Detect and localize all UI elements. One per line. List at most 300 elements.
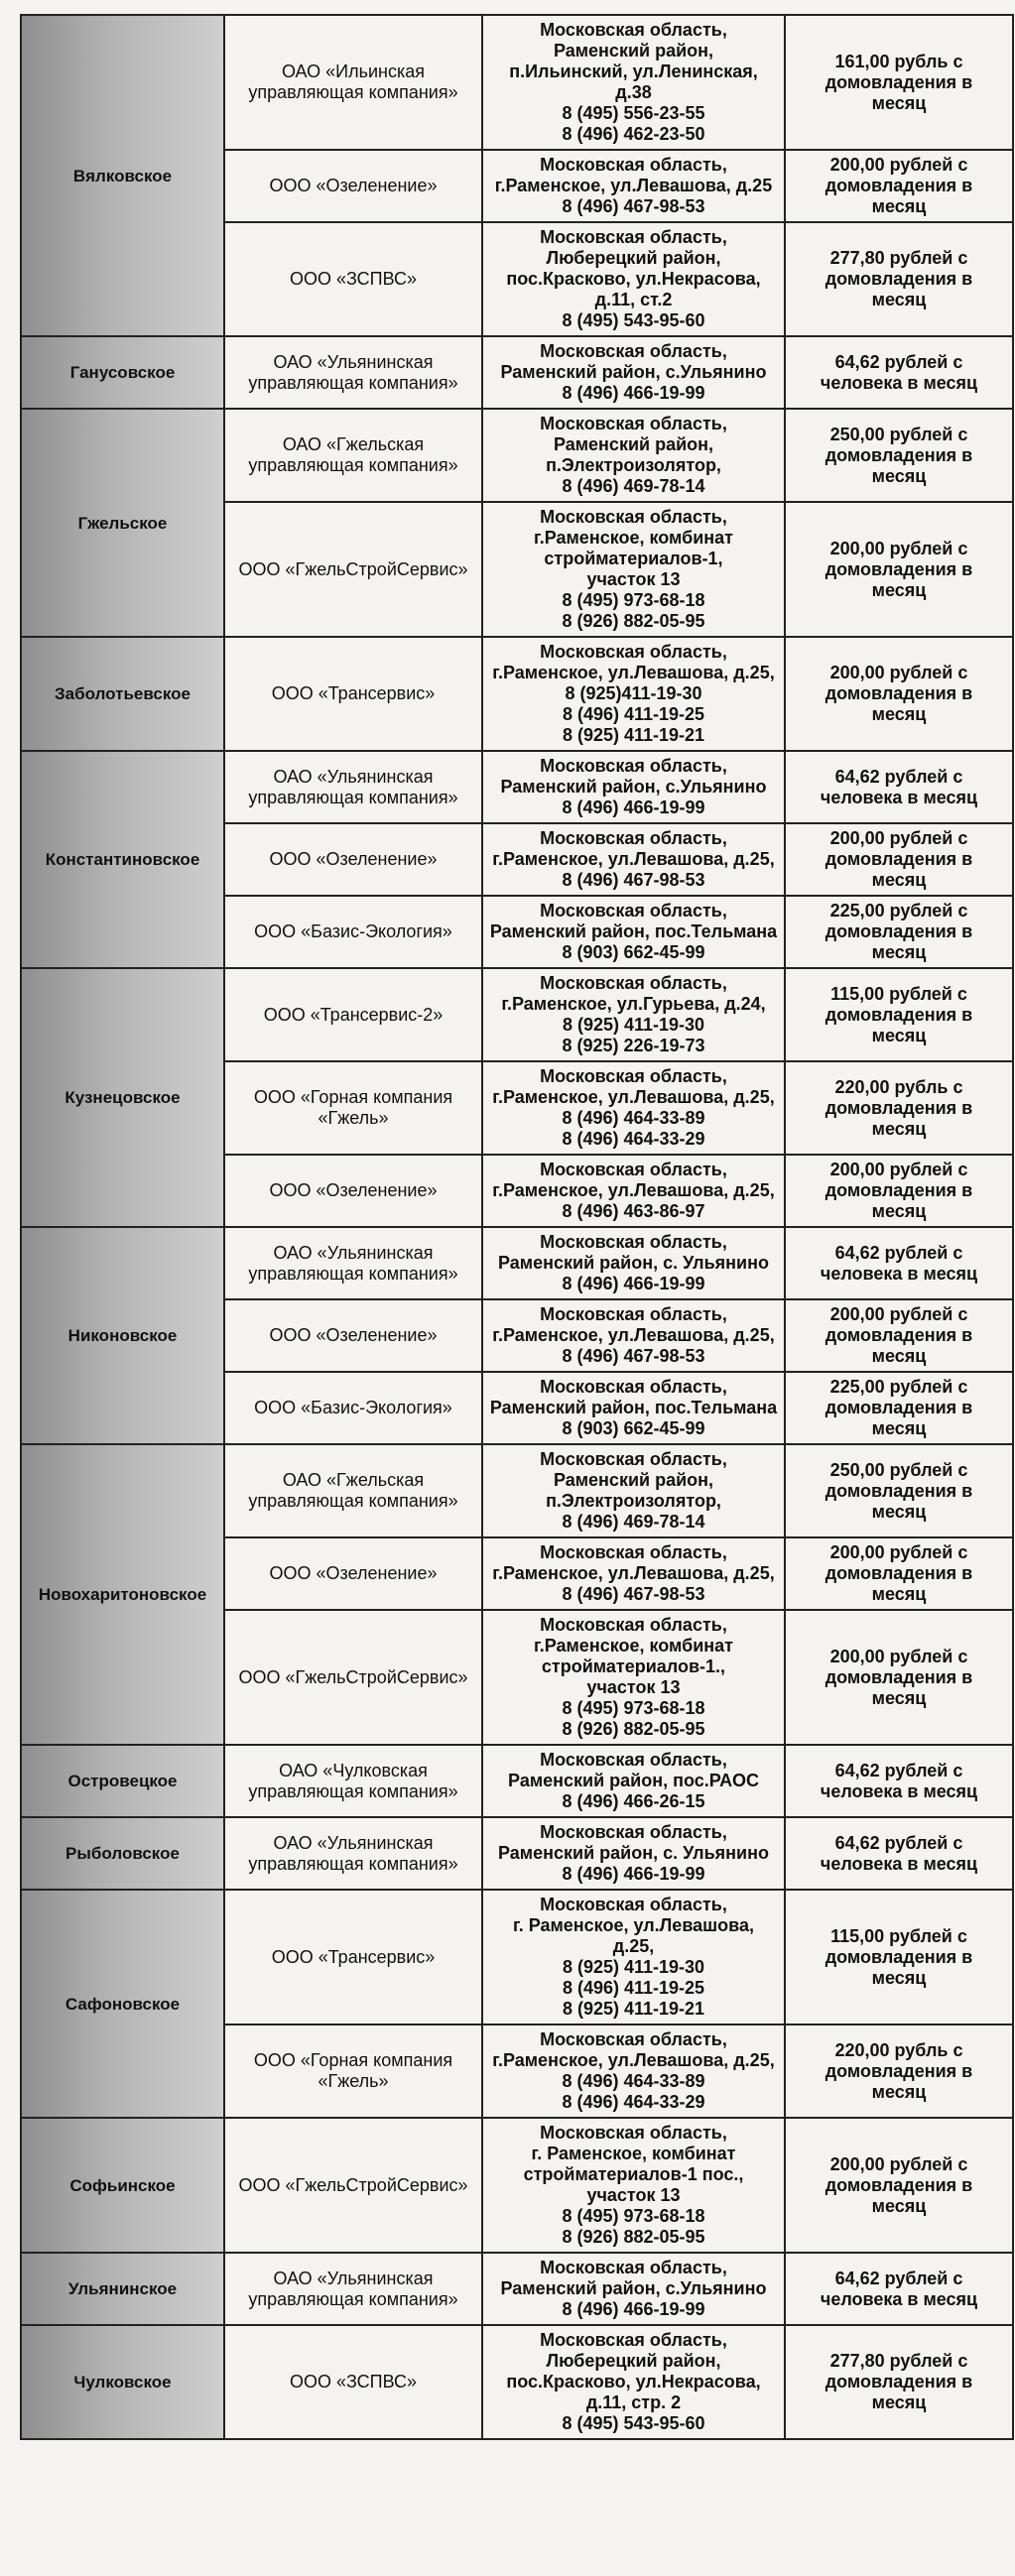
- tariff-line: домовладения в: [825, 1563, 973, 1583]
- address-line: п.Электроизолятор,: [546, 455, 721, 475]
- tariff-cell: [785, 15, 1013, 150]
- address-cell: [482, 1155, 785, 1227]
- organization-cell: [224, 2118, 482, 2253]
- tariff-cell: [785, 336, 1013, 409]
- address-cell: [482, 2024, 785, 2118]
- address-line: 8 (925) 411-19-21: [562, 725, 705, 745]
- tariff-line: месяц: [871, 1584, 927, 1604]
- organization-line: ООО «ГжельСтройСервис»: [238, 1666, 468, 1687]
- tariff-line: человека в месяц: [820, 1780, 978, 1801]
- address-cell: [482, 896, 785, 968]
- address-cell: [482, 1817, 785, 1890]
- tariff-line: человека в месяц: [820, 1263, 978, 1284]
- organization-line: «Гжель»: [317, 1108, 389, 1128]
- tariff-line: 220,00 рубль с: [834, 2039, 963, 2060]
- address-line: г. Раменское, ул.Левашова,: [513, 1915, 754, 1935]
- organization-line: ООО «Трансервис-2»: [263, 1004, 444, 1025]
- address-line: 8 (496) 466-19-99: [562, 1274, 705, 1293]
- table-row: [21, 1817, 1013, 1890]
- organization-cell: [224, 1227, 482, 1299]
- address-line: г.Раменское, ул.Левашова, д.25,: [492, 1180, 775, 1200]
- tariff-line: 200,00 рублей с: [829, 2153, 968, 2174]
- address-line: 8 (496) 464-33-29: [562, 2092, 705, 2112]
- tariff-line: 200,00 рублей с: [829, 663, 968, 682]
- address-cell: [482, 1890, 785, 2024]
- address-line: п.Ильинский, ул.Ленинская,: [509, 61, 758, 81]
- address-line: г.Раменское, ул.Левашова, д.25: [494, 176, 773, 195]
- address-line: Раменский район, пос.Тельмана: [489, 1398, 778, 1417]
- organization-line: управляющая компания»: [248, 455, 458, 475]
- address-line: г.Раменское, ул.Левашова, д.25,: [492, 1563, 775, 1583]
- table-row: [21, 15, 1013, 150]
- tariff-line: месяц: [871, 870, 927, 890]
- tariff-line: домовладения в: [825, 1097, 973, 1118]
- address-line: 8 (496) 466-19-99: [562, 383, 705, 403]
- address-line: Раменский район, с.Ульянино: [500, 2278, 767, 2298]
- tariff-cell: [785, 1745, 1013, 1817]
- organization-line: ООО «Базис-Экология»: [254, 1398, 452, 1417]
- table-row: [21, 1444, 1013, 1537]
- address-line: г.Раменское, ул.Гурьева, д.24,: [501, 994, 766, 1014]
- organization-cell: [224, 1890, 482, 2024]
- address-cell: [482, 1372, 785, 1444]
- tariff-line: месяц: [871, 1346, 927, 1366]
- address-line: 8 (496) 466-19-99: [562, 1864, 705, 1884]
- tariff-line: домовладения в: [825, 71, 973, 92]
- tariff-line: месяц: [871, 1501, 927, 1522]
- tariff-line: 64,62 рублей с: [834, 1760, 963, 1780]
- settlement-name: Рыболовское: [21, 1817, 224, 1890]
- address-line: Московская область,: [540, 414, 727, 433]
- organization-line: ООО «ЗСПВС»: [289, 2372, 418, 2392]
- address-line: Московская область,: [540, 1232, 727, 1252]
- tariff-line: 200,00 рублей с: [829, 155, 968, 175]
- tariff-cell: [785, 1537, 1013, 1610]
- tariff-line: домовладения в: [825, 269, 973, 289]
- address-cell: [482, 150, 785, 222]
- address-line: 8 (495) 973-68-18: [562, 590, 705, 610]
- organization-line: ОАО «Ульянинская: [273, 1242, 434, 1263]
- organization-cell: [224, 336, 482, 409]
- tariff-line: 115,00 рублей с: [830, 983, 967, 1004]
- address-cell: [482, 637, 785, 751]
- organization-line: ООО «Озеленение»: [269, 176, 438, 195]
- tariff-line: 250,00 рублей с: [829, 1459, 968, 1480]
- tariff-line: месяц: [871, 1687, 927, 1708]
- organization-line: управляющая компания»: [248, 1853, 458, 1874]
- address-line: участок 13: [586, 1677, 681, 1697]
- tariff-line: домовладения в: [825, 176, 973, 195]
- address-line: г.Раменское, ул.Левашова, д.25,: [492, 2050, 775, 2070]
- tariff-line: домовладения в: [825, 1480, 973, 1501]
- organization-line: ООО «Озеленение»: [269, 849, 438, 869]
- address-cell: [482, 336, 785, 409]
- address-line: 8 (495) 556-23-55: [562, 103, 705, 123]
- table-row: [21, 2253, 1013, 2325]
- tariff-line: месяц: [871, 942, 927, 962]
- tariff-cell: [785, 637, 1013, 751]
- organization-line: ООО «Горная компания: [253, 1087, 453, 1107]
- address-line: г.Раменское, ул.Левашова, д.25,: [492, 663, 775, 682]
- tariff-line: домовладения в: [825, 1180, 973, 1200]
- address-line: 8 (925) 411-19-30: [562, 1957, 705, 1977]
- tariff-line: 225,00 рублей с: [829, 1377, 968, 1397]
- tariff-line: домовладения в: [825, 849, 973, 869]
- address-line: Московская область,: [540, 1066, 727, 1086]
- tariff-line: месяц: [871, 196, 927, 216]
- tariff-line: домовладения в: [825, 1398, 973, 1417]
- address-line: Московская область,: [540, 1377, 727, 1397]
- organization-line: ОАО «Гжельская: [282, 1470, 425, 1490]
- tariff-line: месяц: [871, 1201, 927, 1221]
- tariff-line: месяц: [871, 2081, 927, 2102]
- tariff-line: 64,62 рублей с: [834, 766, 963, 787]
- address-line: г. Раменское, комбинат: [531, 2144, 736, 2163]
- tariff-cell: [785, 1372, 1013, 1444]
- address-line: 8 (496) 411-19-25: [562, 704, 705, 724]
- settlement-name: Заболотьевское: [21, 637, 224, 751]
- organization-line: ОАО «Ульянинская: [273, 2268, 434, 2288]
- tariff-line: человека в месяц: [820, 787, 978, 807]
- tariff-cell: [785, 1610, 1013, 1745]
- address-line: 8 (496) 467-98-53: [562, 870, 705, 890]
- tariff-line: 64,62 рублей с: [834, 351, 963, 372]
- address-cell: [482, 409, 785, 502]
- address-cell: [482, 502, 785, 637]
- organization-line: управляющая компания»: [248, 1491, 458, 1511]
- organization-line: управляющая компания»: [248, 1263, 458, 1284]
- tariff-line: месяц: [871, 579, 927, 600]
- tariff-line: 200,00 рублей с: [829, 828, 968, 848]
- address-line: 8 (496) 467-98-53: [562, 1346, 705, 1366]
- organization-cell: [224, 2024, 482, 2118]
- tariff-line: 115,00 рублей с: [830, 1925, 967, 1946]
- organization-line: ОАО «Чулковская: [279, 1760, 428, 1780]
- settlement-name: Вялковское: [21, 15, 224, 336]
- settlement-name: Софьинское: [21, 2118, 224, 2253]
- table-row: [21, 637, 1013, 751]
- organization-cell: [224, 1745, 482, 1817]
- address-line: 8 (925) 411-19-21: [562, 1999, 705, 2019]
- tariff-cell: [785, 968, 1013, 1061]
- tariff-line: человека в месяц: [820, 2288, 978, 2309]
- address-line: 8 (925)411-19-30: [565, 683, 702, 703]
- organization-line: ООО «Горная компания: [253, 2050, 453, 2070]
- organization-line: управляющая компания»: [248, 372, 458, 393]
- tariff-cell: [785, 1890, 1013, 2024]
- tariff-line: 277,80 рублей с: [829, 248, 968, 268]
- address-line: Московская область,: [540, 2029, 727, 2049]
- address-cell: [482, 2253, 785, 2325]
- address-line: Люберецкий район,: [546, 248, 721, 268]
- address-line: д.11, стр. 2: [585, 2392, 682, 2412]
- settlement-name: Ульянинское: [21, 2253, 224, 2325]
- tariff-line: домовладения в: [825, 1325, 973, 1345]
- tariff-cell: [785, 1227, 1013, 1299]
- organization-cell: [224, 1155, 482, 1227]
- address-line: Московская область,: [540, 155, 727, 175]
- address-line: 8 (496) 464-33-29: [562, 1129, 705, 1149]
- address-line: 8 (903) 662-45-99: [562, 1418, 705, 1438]
- address-cell: [482, 823, 785, 896]
- waste-removal-table: [20, 14, 1014, 2440]
- organization-line: ООО «ГжельСтройСервис»: [238, 2174, 468, 2195]
- tariff-line: 200,00 рублей с: [829, 1304, 968, 1324]
- tariff-line: домовладения в: [825, 1004, 973, 1025]
- table-row: [21, 2118, 1013, 2253]
- settlement-name: Ганусовское: [21, 336, 224, 409]
- tariff-line: 64,62 рублей с: [834, 2268, 963, 2288]
- address-line: п.Электроизолятор,: [546, 1491, 721, 1511]
- address-line: 8 (926) 882-05-95: [562, 1719, 705, 1739]
- tariff-line: домовладения в: [825, 921, 973, 941]
- tariff-line: месяц: [871, 92, 927, 113]
- tariff-line: 250,00 рублей с: [829, 424, 968, 444]
- organization-line: управляющая компания»: [248, 2288, 458, 2309]
- address-line: Московская область,: [540, 341, 727, 361]
- address-line: Раменский район, с.Ульянино: [500, 362, 767, 382]
- organization-line: ОАО «Гжельская: [282, 434, 425, 454]
- settlement-name: Чулковское: [21, 2325, 224, 2439]
- tariff-line: 220,00 рубль с: [834, 1076, 963, 1097]
- address-cell: [482, 1227, 785, 1299]
- organization-line: ООО «ЗСПВС»: [289, 269, 418, 289]
- address-line: 8 (903) 662-45-99: [562, 942, 705, 962]
- address-line: 8 (496) 469-78-14: [562, 1512, 705, 1532]
- organization-line: «Гжель»: [317, 2071, 389, 2091]
- table-row: [21, 751, 1013, 823]
- tariff-line: домовладения в: [825, 2060, 973, 2081]
- organization-cell: [224, 1299, 482, 1372]
- address-cell: [482, 1299, 785, 1372]
- organization-cell: [224, 15, 482, 150]
- organization-cell: [224, 1610, 482, 1745]
- address-line: пос.Красково, ул.Некрасова,: [506, 269, 761, 289]
- tariff-cell: [785, 2024, 1013, 2118]
- address-line: Московская область,: [540, 1615, 727, 1635]
- tariff-line: 200,00 рублей с: [829, 1646, 968, 1666]
- tariff-line: 161,00 рубль с: [834, 51, 963, 71]
- tariff-line: месяц: [871, 465, 927, 486]
- table-row: [21, 1745, 1013, 1817]
- organization-cell: [224, 1537, 482, 1610]
- tariff-line: месяц: [871, 704, 927, 724]
- address-line: 8 (496) 466-26-15: [562, 1791, 705, 1811]
- tariff-line: домовладения в: [825, 444, 973, 465]
- address-cell: [482, 968, 785, 1061]
- address-line: Московская область,: [540, 1542, 727, 1562]
- organization-cell: [224, 823, 482, 896]
- address-line: стройматериалов-1,: [544, 549, 723, 568]
- tariff-cell: [785, 2253, 1013, 2325]
- address-line: 8 (496) 464-33-89: [562, 1108, 705, 1128]
- address-line: Московская область,: [540, 901, 727, 920]
- address-line: д.25,: [612, 1936, 655, 1956]
- address-cell: [482, 1745, 785, 1817]
- organization-line: ООО «ГжельСтройСервис»: [238, 558, 468, 579]
- tariff-line: месяц: [871, 1967, 927, 1988]
- tariff-line: домовладения в: [825, 558, 973, 579]
- address-line: г.Раменское, комбинат: [534, 1636, 733, 1656]
- address-cell: [482, 751, 785, 823]
- settlement-name: Никоновское: [21, 1227, 224, 1444]
- address-cell: [482, 1610, 785, 1745]
- tariff-cell: [785, 1299, 1013, 1372]
- table-row: [21, 336, 1013, 409]
- organization-cell: [224, 502, 482, 637]
- tariff-line: 64,62 рублей с: [834, 1832, 963, 1853]
- address-line: Раменский район,: [553, 434, 714, 454]
- address-cell: [482, 2325, 785, 2439]
- tariff-cell: [785, 1155, 1013, 1227]
- table-row: [21, 1890, 1013, 2024]
- address-line: 8 (496) 411-19-25: [562, 1978, 705, 1998]
- address-line: Московская область,: [540, 642, 727, 662]
- tariff-line: 200,00 рублей с: [829, 538, 968, 558]
- address-line: стройматериалов-1 пос.,: [523, 2164, 744, 2184]
- tariff-cell: [785, 1444, 1013, 1537]
- address-line: д.11, ст.2: [594, 290, 673, 309]
- tariff-line: 225,00 рублей с: [829, 901, 968, 920]
- organization-line: ОАО «Ильинская: [281, 61, 426, 81]
- organization-cell: [224, 1372, 482, 1444]
- address-line: Раменский район, с. Ульянино: [498, 1253, 769, 1273]
- settlement-name: Островецкое: [21, 1745, 224, 1817]
- organization-cell: [224, 751, 482, 823]
- address-line: 8 (495) 973-68-18: [562, 2206, 705, 2226]
- address-line: Раменский район,: [553, 1470, 714, 1490]
- organization-cell: [224, 2253, 482, 2325]
- address-line: 8 (495) 543-95-60: [562, 2413, 705, 2433]
- address-line: г.Раменское, ул.Левашова, д.25,: [492, 849, 775, 869]
- organization-line: ОАО «Ульянинская: [273, 351, 434, 372]
- address-line: участок 13: [586, 569, 681, 589]
- tariff-line: 200,00 рублей с: [829, 1160, 968, 1179]
- organization-line: ООО «Озеленение»: [269, 1325, 438, 1345]
- tariff-line: 277,80 рублей с: [829, 2351, 968, 2371]
- address-line: Раменский район, с. Ульянино: [498, 1843, 769, 1863]
- organization-line: ООО «Озеленение»: [269, 1563, 438, 1583]
- organization-cell: [224, 1817, 482, 1890]
- address-line: Московская область,: [540, 1822, 727, 1842]
- tariff-line: месяц: [871, 1118, 927, 1139]
- settlement-name: Новохаритоновское: [21, 1444, 224, 1745]
- tariff-line: месяц: [871, 1025, 927, 1045]
- address-line: 8 (495) 543-95-60: [562, 310, 705, 330]
- address-line: г.Раменское, комбинат: [534, 528, 733, 548]
- organization-line: ООО «Трансервис»: [271, 1946, 436, 1967]
- tariff-line: домовладения в: [825, 2372, 973, 2392]
- tariff-cell: [785, 2118, 1013, 2253]
- settlement-name: Константиновское: [21, 751, 224, 968]
- organization-line: ООО «Трансервис»: [271, 683, 436, 703]
- tariff-line: месяц: [871, 2392, 927, 2412]
- address-line: 8 (496) 467-98-53: [562, 196, 705, 216]
- address-line: участок 13: [586, 2185, 681, 2205]
- table-row: [21, 968, 1013, 1061]
- address-line: Московская область,: [540, 1895, 727, 1914]
- tariff-line: месяц: [871, 2195, 927, 2216]
- address-line: Раменский район, пос.РАОС: [508, 1771, 759, 1790]
- address-line: Московская область,: [540, 2330, 727, 2350]
- address-line: Московская область,: [540, 1304, 727, 1324]
- tariff-cell: [785, 1817, 1013, 1890]
- address-line: 8 (496) 464-33-89: [562, 2071, 705, 2091]
- address-line: 8 (925) 226-19-73: [562, 1036, 705, 1055]
- tariff-line: человека в месяц: [820, 1853, 978, 1874]
- tariff-cell: [785, 502, 1013, 637]
- tariff-line: домовладения в: [825, 1666, 973, 1687]
- address-line: г.Раменское, ул.Левашова, д.25,: [492, 1325, 775, 1345]
- address-line: 8 (926) 882-05-95: [562, 2227, 705, 2247]
- address-line: 8 (496) 467-98-53: [562, 1584, 705, 1604]
- address-line: 8 (496) 462-23-50: [562, 124, 705, 144]
- address-line: 8 (496) 466-19-99: [562, 797, 705, 817]
- tariff-cell: [785, 409, 1013, 502]
- address-line: 8 (926) 882-05-95: [562, 611, 705, 631]
- organization-cell: [224, 1061, 482, 1155]
- tariff-cell: [785, 222, 1013, 336]
- organization-line: ОАО «Ульянинская: [273, 1832, 434, 1853]
- organization-line: ООО «Озеленение»: [269, 1180, 438, 1200]
- tariff-line: домовладения в: [825, 2174, 973, 2195]
- address-line: Московская область,: [540, 2258, 727, 2277]
- address-cell: [482, 1061, 785, 1155]
- table-row: [21, 2325, 1013, 2439]
- address-line: 8 (925) 411-19-30: [562, 1015, 705, 1035]
- address-line: Московская область,: [540, 1750, 727, 1770]
- organization-line: управляющая компания»: [248, 1780, 458, 1801]
- organization-line: управляющая компания»: [248, 787, 458, 807]
- tariff-cell: [785, 2325, 1013, 2439]
- address-line: Московская область,: [540, 756, 727, 776]
- organization-line: ОАО «Ульянинская: [273, 766, 434, 787]
- organization-cell: [224, 968, 482, 1061]
- address-line: Московская область,: [540, 1449, 727, 1469]
- tariff-cell: [785, 751, 1013, 823]
- table-row: [21, 1227, 1013, 1299]
- tariff-cell: [785, 823, 1013, 896]
- address-cell: [482, 1444, 785, 1537]
- settlement-name: Гжельское: [21, 409, 224, 637]
- tariff-cell: [785, 896, 1013, 968]
- address-line: Раменский район, пос.Тельмана: [489, 921, 778, 941]
- document-sheet: [20, 14, 1012, 2440]
- address-line: Московская область,: [540, 828, 727, 848]
- address-line: Московская область,: [540, 227, 727, 247]
- address-line: Московская область,: [540, 973, 727, 993]
- address-line: Московская область,: [540, 20, 727, 40]
- tariff-line: домовладения в: [825, 683, 973, 703]
- address-line: г.Раменское, ул.Левашова, д.25,: [492, 1087, 775, 1107]
- address-cell: [482, 222, 785, 336]
- organization-cell: [224, 1444, 482, 1537]
- organization-cell: [224, 222, 482, 336]
- organization-cell: [224, 150, 482, 222]
- tariff-cell: [785, 150, 1013, 222]
- organization-cell: [224, 409, 482, 502]
- tariff-line: месяц: [871, 290, 927, 309]
- organization-cell: [224, 896, 482, 968]
- table-body: [21, 15, 1013, 2439]
- address-line: пос.Красково, ул.Некрасова,: [506, 2372, 761, 2392]
- address-cell: [482, 1537, 785, 1610]
- address-line: 8 (495) 973-68-18: [562, 1698, 705, 1718]
- tariff-line: человека в месяц: [820, 372, 978, 393]
- address-line: Раменский район, с.Ульянино: [500, 777, 767, 797]
- address-line: д.38: [615, 82, 652, 102]
- tariff-cell: [785, 1061, 1013, 1155]
